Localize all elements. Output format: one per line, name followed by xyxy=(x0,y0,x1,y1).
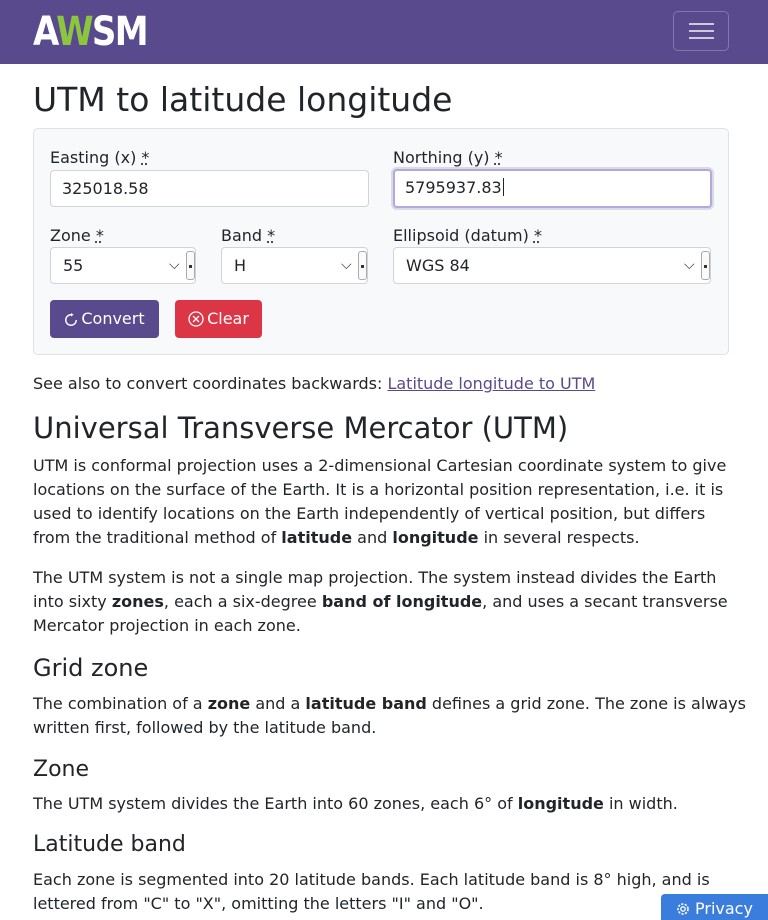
text-run: and a xyxy=(250,694,306,713)
bold-term: latitude band xyxy=(305,694,427,713)
grid-zone-paragraph xyxy=(33,692,746,740)
clear-label: Clear xyxy=(207,309,249,328)
chevron-down-icon: ⌵ xyxy=(169,257,180,273)
x-circle-icon xyxy=(188,311,204,327)
required-marker: * xyxy=(141,148,150,167)
zone-value: 55 xyxy=(63,256,84,275)
easting-input[interactable] xyxy=(50,170,369,207)
bold-term: band of longitude xyxy=(321,592,483,611)
spinner-dot xyxy=(361,265,364,268)
chevron-down-icon: ⌵ xyxy=(684,257,695,273)
text-run: and xyxy=(352,528,393,547)
text-run: in several respects. xyxy=(478,528,640,547)
zone-label xyxy=(50,226,104,246)
clear-button[interactable] xyxy=(175,300,262,338)
ellipsoid-select[interactable] xyxy=(393,247,711,284)
text-line xyxy=(33,692,746,716)
select-spinner xyxy=(186,251,195,280)
ellipsoid-label-text: Ellipsoid (datum) xyxy=(393,226,529,245)
text-run: from the traditional method of xyxy=(33,528,282,547)
menu-toggle-button[interactable] xyxy=(673,11,729,51)
see-also-text xyxy=(33,372,595,396)
band-label-text: Band xyxy=(221,226,263,245)
convert-label: Convert xyxy=(81,309,145,328)
zone-select[interactable] xyxy=(50,247,196,284)
spinner-dot xyxy=(704,265,707,268)
band-label xyxy=(221,226,275,246)
convert-button[interactable] xyxy=(50,300,159,338)
hamburger-icon-bar xyxy=(689,30,714,32)
text-line xyxy=(33,526,726,550)
text-line: The UTM system is not a single map projection. The system instead divides the Earth xyxy=(33,568,717,587)
text-line: written first, followed by the latitude band. xyxy=(33,718,377,737)
gear-icon xyxy=(675,901,691,917)
text-line: Each zone is segmented into 20 latitude bands. Each latitude band is 8° high, and is xyxy=(33,870,710,889)
bold-term: zone xyxy=(207,694,251,713)
required-marker: * xyxy=(95,226,104,245)
hamburger-icon xyxy=(689,23,714,25)
bold-term: longitude xyxy=(517,794,604,813)
easting-label xyxy=(50,148,149,168)
text-line xyxy=(33,590,728,614)
text-line: lettered from "C" to "X", omitting the letters "I" and "O". xyxy=(33,894,484,913)
text-line: UTM is conformal projection uses a 2-dimensional Cartesian coordinate system to give xyxy=(33,456,727,475)
text-line: Mercator projection in each zone. xyxy=(33,616,301,635)
logo[interactable] xyxy=(33,8,147,56)
band-value: H xyxy=(234,256,247,275)
text-run: The combination of a xyxy=(33,694,208,713)
select-spinner xyxy=(701,251,710,280)
logo-letter-a: A xyxy=(33,9,57,55)
text-run: , and uses a secant transverse xyxy=(482,592,728,611)
utm-paragraph-2 xyxy=(33,566,728,638)
text-run: in width. xyxy=(603,794,678,813)
zone-label-text: Zone xyxy=(50,226,91,245)
text-line: locations on the surface of the Earth. It is a horizontal position representation, i.e. it is xyxy=(33,480,724,499)
chevron-down-icon: ⌵ xyxy=(341,257,352,273)
required-marker: * xyxy=(267,226,276,245)
privacy-label: Privacy xyxy=(695,899,753,918)
ellipsoid-label xyxy=(393,226,542,246)
easting-label-text: Easting (x) xyxy=(50,148,137,167)
utm-heading: Universal Transverse Mercator (UTM) xyxy=(33,411,569,445)
logo-letter-w: W xyxy=(56,9,92,55)
northing-value: 5795937.83 xyxy=(405,178,502,197)
refresh-icon xyxy=(64,313,78,327)
bold-term: zones xyxy=(111,592,164,611)
privacy-button[interactable] xyxy=(661,894,768,920)
select-spinner xyxy=(358,251,367,280)
required-marker: * xyxy=(533,226,542,245)
northing-label xyxy=(393,148,503,168)
text-run: , each a six-degree xyxy=(163,592,322,611)
see-also-prefix: See also to convert coordinates backwards: xyxy=(33,374,388,393)
navbar xyxy=(0,0,768,64)
text-line: used to identify locations on the Earth independently of vertical position, but differs xyxy=(33,504,706,523)
text-run: The UTM system divides the Earth into 60 zones, each 6° of xyxy=(33,794,518,813)
utm-paragraph-1 xyxy=(33,454,726,550)
page-title: UTM to latitude longitude xyxy=(33,80,453,119)
text-caret xyxy=(503,178,504,196)
band-select[interactable] xyxy=(221,247,368,284)
text-run: defines a grid zone. The zone is always xyxy=(426,694,746,713)
latitude-band-paragraph xyxy=(33,868,710,916)
hamburger-icon-bar xyxy=(689,37,714,39)
easting-value: 325018.58 xyxy=(62,179,149,198)
required-marker: * xyxy=(494,148,503,167)
grid-zone-heading: Grid zone xyxy=(33,654,149,682)
zone-heading: Zone xyxy=(33,757,90,782)
ellipsoid-value: WGS 84 xyxy=(406,256,470,275)
zone-paragraph xyxy=(33,792,678,816)
latlng-to-utm-link[interactable]: Latitude longitude to UTM xyxy=(387,374,596,393)
northing-label-text: Northing (y) xyxy=(393,148,490,167)
text-run: into sixty xyxy=(33,592,112,611)
bold-term: latitude xyxy=(281,528,353,547)
latitude-band-heading: Latitude band xyxy=(33,832,186,857)
spinner-dot xyxy=(189,265,192,268)
northing-input[interactable] xyxy=(393,169,712,208)
logo-letters-sm: SM xyxy=(91,9,147,55)
bold-term: longitude xyxy=(392,528,479,547)
